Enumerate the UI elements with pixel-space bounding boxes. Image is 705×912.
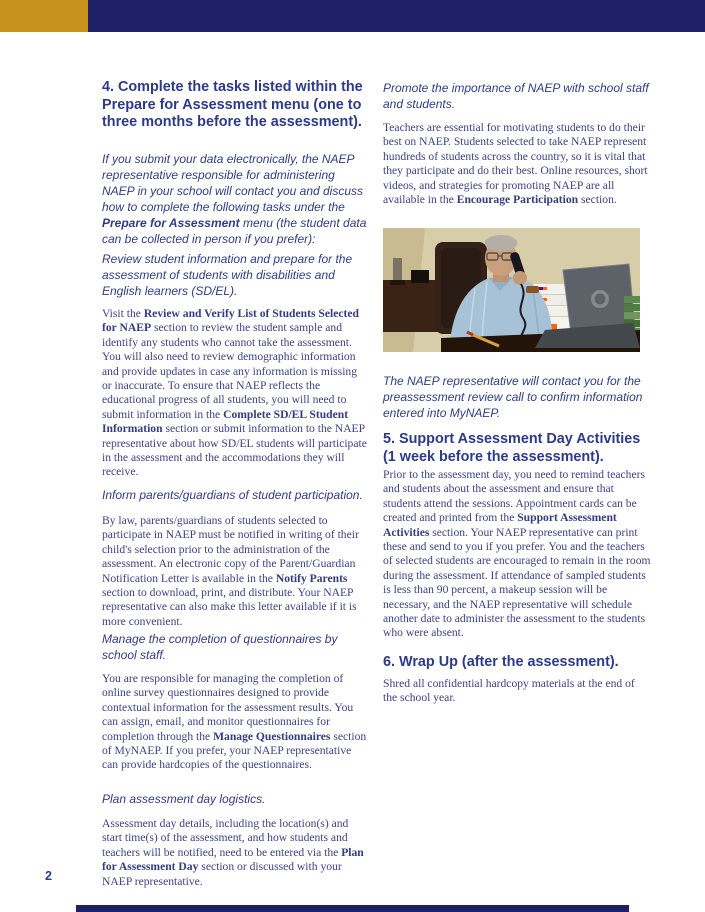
para-support-activities	[383, 468, 651, 641]
text-run: section of MyNAEP. If you prefer, your NAEP representative can provide hardcopies of the questionnaires.	[102, 729, 367, 772]
text-run: By law, parents/guardians of students selected to participate in NAEP must be notified in writing of their child's selection prior to the administration of the assessment. An electronic copy of the Parent/Guardian Notification Letter is available in the	[102, 514, 359, 585]
para-inform-parents	[102, 514, 368, 629]
text-run: Teachers are essential for motivating students to do their best on NAEP. Students selected to take NAEP represent hundreds of students across the country, so it is vital that they participate and do their best. Online resources, short videos, and strategies for promoting NAEP are all available in the	[383, 121, 648, 207]
photo-caption: The NAEP representative will contact you for the preassessment review call to confirm information entered into MyNAEP.	[383, 374, 643, 420]
section-5-heading: 5. Support Assessment Day Activities (1 week before the assessment).	[383, 431, 641, 465]
text-run: section or submit information to the NAEP representative about how SD/EL students will participate in the assessment and the accommodations they will receive.	[102, 422, 367, 479]
text-run-bold: Support Assessment Activities	[383, 511, 617, 539]
text-run: Assessment day details, including the location(s) and start time(s) of the assessment, and how students and teachers will be notified, need to be entered via the	[102, 817, 349, 859]
text-run: menu (the student data can be collected in person if you prefer):	[102, 215, 367, 246]
section-4-heading: 4. Complete the tasks listed within the Prepare for Assessment menu (one to three months before the assessment).	[102, 79, 363, 131]
top-navy-bar	[0, 0, 705, 32]
text-run-bold: Plan for Assessment Day	[102, 845, 364, 874]
text-run: section to download, print, and distribute. Your NAEP representative can also make this letter available if it is more convenient.	[102, 586, 357, 628]
text-run-bold: Prepare for Assessment	[102, 215, 240, 230]
text-run: You are responsible for managing the completion of online survey questionnaires designed to provide contextual information for the assessment results. You can assign, email, and monitor questionnaires for completion through the	[102, 672, 354, 743]
para-review-verify	[102, 307, 368, 480]
para-promote-naep	[383, 121, 651, 207]
text-run-bold: Notify Parents	[275, 571, 348, 585]
text-run: section.	[578, 193, 617, 207]
subhead-plan-logistics: Plan assessment day logistics.	[102, 792, 266, 806]
text-run: Visit the	[102, 307, 144, 320]
text-run-bold: Complete SD/EL Student Information	[102, 407, 349, 436]
para-plan-logistics	[102, 817, 368, 889]
subhead-manage-questionnaires: Manage the completion of questionnaires by school staff.	[102, 632, 338, 662]
text-run: Prior to the assessment day, you need to remind teachers and students about the assessment and ensure that students attend the sessions. Appointment cards can be created and printed from the	[383, 468, 645, 525]
subhead-inform-parents: Inform parents/guardians of student participation.	[102, 488, 363, 502]
subhead-review-students: Review student information and prepare for the assessment of students with disabilities and English learners (SD/EL).	[102, 252, 353, 298]
bottom-navy-bar	[76, 905, 629, 912]
text-run: section or discussed with your NAEP representative.	[102, 860, 342, 888]
office-photo-illustration	[383, 228, 640, 352]
subhead-promote-naep: Promote the importance of NAEP with school staff and students.	[383, 81, 649, 111]
text-run: section to review the student sample and identify any students who cannot take the assessment. You will also need to review demographic information and provide updates in case any information is missing or inaccurate. To ensure that NAEP reflects the educational progress of all students, you will need to submit information in the	[102, 321, 358, 421]
top-gold-block	[0, 0, 88, 32]
page-number: 2	[45, 869, 52, 883]
intro-paragraph	[102, 152, 368, 247]
section-6-heading: 6. Wrap Up (after the assessment).	[383, 654, 619, 670]
text-run: section. Your NAEP representative can print these and send to you if you prefer. You and the teachers of selected students are encouraged to remain in the room during the assessment. If attendance of sampled students is less than 90 percent, a makeup session will be necessary, and the NAEP representative will schedule another date to administer the assessment to the students who were absent.	[383, 525, 651, 640]
office-photo	[383, 228, 640, 352]
text-run-bold: Review and Verify List of Students Selected for NAEP	[102, 307, 359, 335]
para-wrap-up: Shred all confidential hardcopy materials at the end of the school year.	[383, 677, 635, 705]
text-run: If you submit your data electronically, the NAEP representative responsible for administering NAEP in your school will contact you and discuss how to complete the following tasks under the	[102, 152, 364, 214]
text-run-bold: Manage Questionnaires	[213, 729, 331, 743]
para-manage-questionnaires	[102, 672, 368, 773]
text-run-bold: Encourage Participation	[456, 193, 579, 207]
